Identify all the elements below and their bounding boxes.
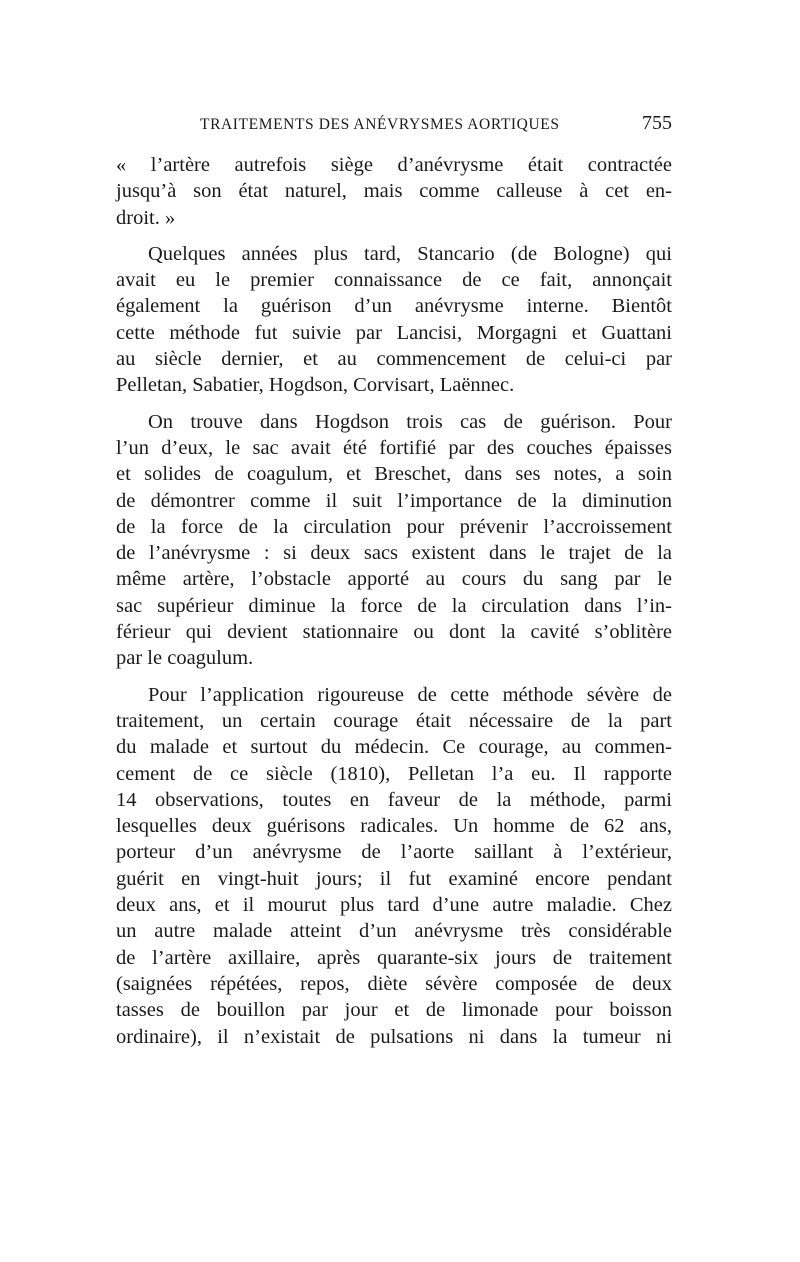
text-line: porteur d’un anévrysme de l’aorte saillant à l’extérieur, xyxy=(116,841,672,864)
running-title: TRAITEMENTS DES ANÉVRYSMES AORTIQUES xyxy=(200,116,560,133)
paragraph-3 xyxy=(116,409,672,672)
text-line: droit. » xyxy=(116,206,176,229)
text-line: ordinaire), il n’existait de pulsations ni dans la tumeur ni xyxy=(116,1025,672,1048)
text-line: et solides de coagulum, et Breschet, dans ses notes, a soin xyxy=(116,463,672,486)
text-line: du malade et surtout du médecin. Ce courage, au commen- xyxy=(116,736,672,759)
running-head xyxy=(116,112,672,146)
text-line: Quelques années plus tard, Stancario (de Bologne) qui xyxy=(148,242,672,265)
text-line: férieur qui devient stationnaire ou dont la cavité s’oblitère xyxy=(116,621,672,644)
text-line: l’un d’eux, le sac avait été fortifié par des couches épaisses xyxy=(116,436,672,459)
text-line: un autre malade atteint d’un anévrysme très considérable xyxy=(116,920,672,943)
page-number: 755 xyxy=(642,112,672,134)
text-line: tasses de bouillon par jour et de limonade pour boisson xyxy=(116,999,672,1022)
book-page xyxy=(116,112,672,1050)
text-line: cette méthode fut suivie par Lancisi, Morgagni et Guattani xyxy=(116,321,672,344)
paragraph-4 xyxy=(116,682,672,1050)
paragraph-1 xyxy=(116,152,672,231)
text-line: deux ans, et il mourut plus tard d’une autre maladie. Chez xyxy=(116,894,672,917)
text-line: de l’anévrysme : si deux sacs existent dans le trajet de la xyxy=(116,542,672,565)
text-line: de l’artère axillaire, après quarante-six jours de traitement xyxy=(116,946,672,969)
text-line: au siècle dernier, et au commencement de celui-ci par xyxy=(116,348,672,371)
text-line: 14 observations, toutes en faveur de la méthode, parmi xyxy=(116,788,672,811)
text-line: Pour l’application rigoureuse de cette méthode sévère de xyxy=(148,683,672,706)
text-line: même artère, l’obstacle apporté au cours du sang par le xyxy=(116,568,672,591)
text-line: « l’artère autrefois siège d’anévrysme était contractée xyxy=(116,154,672,176)
text-line: (saignées répétées, repos, diète sévère composée de deux xyxy=(116,972,672,995)
text-line: jusqu’à son état naturel, mais comme calleuse à cet en- xyxy=(116,180,672,203)
text-line: sac supérieur diminue la force de la circulation dans l’in- xyxy=(116,594,672,617)
text-line: de démontrer comme il suit l’importance de la diminution xyxy=(116,489,672,512)
text-line: par le coagulum. xyxy=(116,647,254,670)
text-line: également la guérison d’un anévrysme interne. Bientôt xyxy=(116,295,672,318)
text-line: avait eu le premier connaissance de ce fait, annonçait xyxy=(116,269,672,292)
text-line: traitement, un certain courage était nécessaire de la part xyxy=(116,709,672,732)
text-line: Pelletan, Sabatier, Hogdson, Corvisart, Laënnec. xyxy=(116,374,515,397)
paragraph-2 xyxy=(116,241,672,399)
text-line: On trouve dans Hogdson trois cas de guérison. Pour xyxy=(148,410,672,433)
text-line: lesquelles deux guérisons radicales. Un homme de 62 ans, xyxy=(116,815,672,838)
text-line: guérit en vingt-huit jours; il fut examiné encore pendant xyxy=(116,867,672,890)
text-line: de la force de la circulation pour prévenir l’accroissement xyxy=(116,515,672,538)
text-line: cement de ce siècle (1810), Pelletan l’a eu. Il rapporte xyxy=(116,762,672,785)
